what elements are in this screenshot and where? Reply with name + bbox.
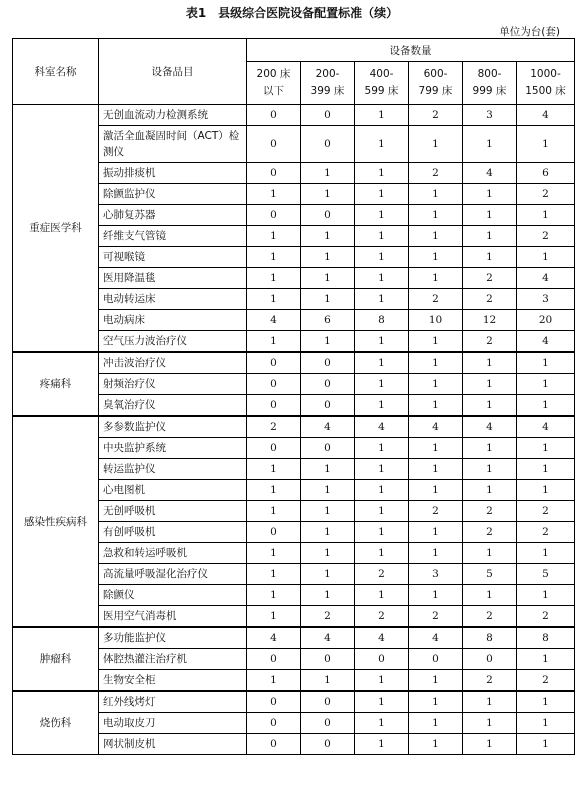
qty-cell: 2 [409,289,463,310]
table-row [13,352,575,374]
header-qty: 设备数量 [247,39,575,62]
qty-cell: 0 [301,691,355,713]
equipment-table [12,38,575,755]
qty-cell: 0 [301,713,355,734]
qty-cell: 1 [247,184,301,205]
qty-cell: 1 [463,585,517,606]
qty-cell: 1 [463,438,517,459]
qty-cell: 0 [247,691,301,713]
item-cell: 心电图机 [99,480,247,501]
qty-cell: 1 [355,438,409,459]
item-cell: 有创呼吸机 [99,522,247,543]
qty-cell: 1 [409,438,463,459]
qty-cell: 5 [463,564,517,585]
qty-cell: 1 [409,459,463,480]
qty-cell: 1 [517,438,575,459]
qty-cell: 1 [247,226,301,247]
qty-cell: 1 [355,226,409,247]
qty-cell: 4 [355,416,409,438]
qty-cell: 2 [409,105,463,126]
qty-cell: 1 [463,480,517,501]
qty-cell: 0 [301,105,355,126]
header-tier-line: 1000- [530,68,561,80]
item-cell: 除颤仪 [99,585,247,606]
qty-cell: 1 [409,543,463,564]
qty-cell: 1 [463,352,517,374]
qty-cell: 1 [247,331,301,353]
qty-cell: 2 [463,289,517,310]
qty-cell: 0 [247,163,301,184]
item-cell: 体腔热灌注治疗机 [99,649,247,670]
qty-cell: 0 [355,649,409,670]
qty-cell: 1 [355,247,409,268]
item-cell: 射频治疗仪 [99,374,247,395]
header-tier-line: 1500 床 [525,85,566,97]
qty-cell: 2 [463,331,517,353]
qty-cell: 2 [409,501,463,522]
qty-cell: 1 [409,352,463,374]
qty-cell: 4 [517,416,575,438]
qty-cell: 1 [517,713,575,734]
qty-cell: 0 [247,395,301,417]
qty-cell: 1 [355,734,409,755]
qty-cell: 1 [355,459,409,480]
qty-cell: 1 [409,691,463,713]
qty-cell: 1 [355,691,409,713]
qty-cell: 1 [355,543,409,564]
qty-cell: 1 [247,459,301,480]
qty-cell: 0 [247,374,301,395]
qty-cell: 1 [247,501,301,522]
qty-cell: 1 [517,352,575,374]
header-tier [247,62,301,105]
qty-cell: 1 [409,734,463,755]
item-cell: 纤维支气管镜 [99,226,247,247]
header-tier-line: 799 床 [418,85,453,97]
qty-cell: 2 [247,416,301,438]
header-tier [409,62,463,105]
qty-cell: 1 [409,374,463,395]
qty-cell: 1 [409,585,463,606]
qty-cell: 1 [301,585,355,606]
qty-cell: 1 [463,459,517,480]
item-cell: 网状制皮机 [99,734,247,755]
qty-cell: 0 [301,374,355,395]
qty-cell: 1 [409,184,463,205]
qty-cell: 1 [247,268,301,289]
qty-cell: 1 [517,374,575,395]
qty-cell: 0 [247,438,301,459]
qty-cell: 6 [301,310,355,331]
qty-cell: 2 [463,268,517,289]
qty-cell: 5 [517,564,575,585]
qty-cell: 1 [517,585,575,606]
header-tier-line: 400- [369,68,394,80]
qty-cell: 1 [409,713,463,734]
qty-cell: 4 [517,268,575,289]
qty-cell: 1 [355,268,409,289]
qty-cell: 1 [409,205,463,226]
qty-cell: 1 [355,163,409,184]
qty-cell: 1 [355,352,409,374]
item-cell: 医用降温毯 [99,268,247,289]
qty-cell: 2 [517,501,575,522]
header-item: 设备品目 [99,39,247,105]
qty-cell: 1 [355,585,409,606]
qty-cell: 4 [355,627,409,649]
qty-cell: 1 [247,670,301,692]
qty-cell: 1 [409,670,463,692]
header-tier [463,62,517,105]
qty-cell: 1 [463,205,517,226]
header-tier [301,62,355,105]
qty-cell: 1 [463,691,517,713]
qty-cell: 0 [247,126,301,163]
qty-cell: 1 [355,105,409,126]
qty-cell: 4 [247,627,301,649]
item-cell: 医用空气消毒机 [99,606,247,628]
qty-cell: 2 [463,522,517,543]
qty-cell: 1 [409,480,463,501]
qty-cell: 8 [355,310,409,331]
qty-cell: 1 [517,247,575,268]
item-cell: 冲击波治疗仪 [99,352,247,374]
table-row [13,691,575,713]
qty-cell: 1 [355,205,409,226]
qty-cell: 0 [247,713,301,734]
qty-cell: 2 [517,522,575,543]
qty-cell: 2 [517,184,575,205]
qty-cell: 2 [463,606,517,628]
qty-cell: 1 [463,247,517,268]
qty-cell: 1 [463,184,517,205]
qty-cell: 1 [517,543,575,564]
qty-cell: 1 [517,126,575,163]
qty-cell: 1 [355,670,409,692]
qty-cell: 1 [355,395,409,417]
item-cell: 多功能监护仪 [99,627,247,649]
qty-cell: 2 [409,163,463,184]
item-cell: 高流量呼吸湿化治疗仪 [99,564,247,585]
qty-cell: 1 [517,691,575,713]
qty-cell: 4 [409,416,463,438]
qty-cell: 2 [517,226,575,247]
qty-cell: 1 [301,289,355,310]
qty-cell: 1 [463,543,517,564]
qty-cell: 2 [517,670,575,692]
qty-cell: 1 [247,480,301,501]
qty-cell: 1 [463,226,517,247]
qty-cell: 1 [355,126,409,163]
qty-cell: 1 [409,395,463,417]
qty-cell: 4 [517,105,575,126]
qty-cell: 0 [301,438,355,459]
header-tier [355,62,409,105]
qty-cell: 1 [517,480,575,501]
qty-cell: 1 [409,226,463,247]
qty-cell: 0 [247,105,301,126]
qty-cell: 1 [517,649,575,670]
item-cell: 除颤监护仪 [99,184,247,205]
qty-cell: 1 [301,226,355,247]
qty-cell: 4 [409,627,463,649]
item-cell: 生物安全柜 [99,670,247,692]
qty-cell: 0 [247,522,301,543]
qty-cell: 1 [463,734,517,755]
qty-cell: 1 [355,480,409,501]
dept-cell: 感染性疾病科 [13,416,99,627]
qty-cell: 2 [355,564,409,585]
qty-cell: 2 [409,606,463,628]
qty-cell: 1 [301,670,355,692]
qty-cell: 1 [301,564,355,585]
header-tier-line: 以下 [263,85,284,97]
qty-cell: 1 [517,734,575,755]
qty-cell: 3 [463,105,517,126]
item-cell: 空气压力波治疗仪 [99,331,247,353]
item-cell: 可视喉镜 [99,247,247,268]
qty-cell: 1 [463,395,517,417]
qty-cell: 2 [463,501,517,522]
qty-cell: 1 [247,247,301,268]
unit-note: 单位为台(套) [499,26,560,38]
header-dept: 科室名称 [13,39,99,105]
qty-cell: 1 [247,606,301,628]
qty-cell: 1 [247,585,301,606]
item-cell: 电动转运床 [99,289,247,310]
header-tier [517,62,575,105]
item-cell: 红外线烤灯 [99,691,247,713]
qty-cell: 1 [409,126,463,163]
qty-cell: 8 [463,627,517,649]
qty-cell: 1 [247,564,301,585]
header-tier-line: 599 床 [364,85,399,97]
header-tier-line: 600- [423,68,448,80]
qty-cell: 1 [355,289,409,310]
qty-cell: 1 [301,247,355,268]
qty-cell: 8 [517,627,575,649]
qty-cell: 4 [301,627,355,649]
qty-cell: 0 [463,649,517,670]
qty-cell: 1 [409,247,463,268]
qty-cell: 20 [517,310,575,331]
qty-cell: 4 [517,331,575,353]
qty-cell: 1 [355,374,409,395]
qty-cell: 2 [517,606,575,628]
qty-cell: 1 [301,184,355,205]
dept-cell: 肿瘤科 [13,627,99,691]
qty-cell: 2 [463,670,517,692]
item-cell: 电动病床 [99,310,247,331]
qty-cell: 3 [517,289,575,310]
qty-cell: 4 [463,163,517,184]
qty-cell: 1 [301,522,355,543]
qty-cell: 1 [301,501,355,522]
qty-cell: 2 [301,606,355,628]
item-cell: 心肺复苏器 [99,205,247,226]
qty-cell: 1 [301,543,355,564]
header-tier-line: 200- [315,68,340,80]
item-cell: 转运监护仪 [99,459,247,480]
item-cell: 急救和转运呼吸机 [99,543,247,564]
item-cell: 无创血流动力检测系统 [99,105,247,126]
qty-cell: 1 [301,459,355,480]
qty-cell: 1 [355,713,409,734]
qty-cell: 1 [409,522,463,543]
qty-cell: 1 [409,331,463,353]
table-title: 表1 县级综合医院设备配置标准（续） [185,6,399,20]
header-tier-line: 200 床 [256,68,291,80]
qty-cell: 1 [355,501,409,522]
qty-cell: 0 [247,734,301,755]
item-cell: 激活全血凝固时间（ACT）检测仪 [99,126,247,163]
qty-cell: 1 [463,713,517,734]
table-row [13,105,575,126]
item-cell: 多参数监护仪 [99,416,247,438]
item-cell: 中央监护系统 [99,438,247,459]
qty-cell: 0 [409,649,463,670]
qty-cell: 0 [247,649,301,670]
qty-cell: 1 [409,268,463,289]
table-row [13,627,575,649]
qty-cell: 0 [301,395,355,417]
qty-cell: 0 [301,734,355,755]
qty-cell: 10 [409,310,463,331]
qty-cell: 1 [301,163,355,184]
qty-cell: 1 [355,522,409,543]
qty-cell: 1 [247,289,301,310]
qty-cell: 1 [355,184,409,205]
qty-cell: 1 [517,205,575,226]
qty-cell: 0 [301,205,355,226]
qty-cell: 12 [463,310,517,331]
header-tier-line: 399 床 [310,85,345,97]
header-tier-line: 999 床 [472,85,507,97]
item-cell: 无创呼吸机 [99,501,247,522]
item-cell: 振动排痰机 [99,163,247,184]
qty-cell: 0 [301,649,355,670]
qty-cell: 1 [301,480,355,501]
dept-cell: 重症医学科 [13,105,99,353]
qty-cell: 1 [247,543,301,564]
header-tier-line: 800- [477,68,502,80]
qty-cell: 1 [301,268,355,289]
qty-cell: 1 [463,374,517,395]
qty-cell: 1 [301,331,355,353]
qty-cell: 4 [463,416,517,438]
qty-cell: 0 [301,352,355,374]
table-row [13,416,575,438]
qty-cell: 0 [247,205,301,226]
qty-cell: 3 [409,564,463,585]
qty-cell: 1 [517,459,575,480]
qty-cell: 1 [463,126,517,163]
qty-cell: 2 [355,606,409,628]
qty-cell: 0 [247,352,301,374]
dept-cell: 疼痛科 [13,352,99,416]
qty-cell: 4 [247,310,301,331]
qty-cell: 4 [301,416,355,438]
qty-cell: 6 [517,163,575,184]
qty-cell: 1 [517,395,575,417]
qty-cell: 0 [301,126,355,163]
item-cell: 臭氧治疗仪 [99,395,247,417]
qty-cell: 1 [355,331,409,353]
item-cell: 电动取皮刀 [99,713,247,734]
dept-cell: 烧伤科 [13,691,99,755]
